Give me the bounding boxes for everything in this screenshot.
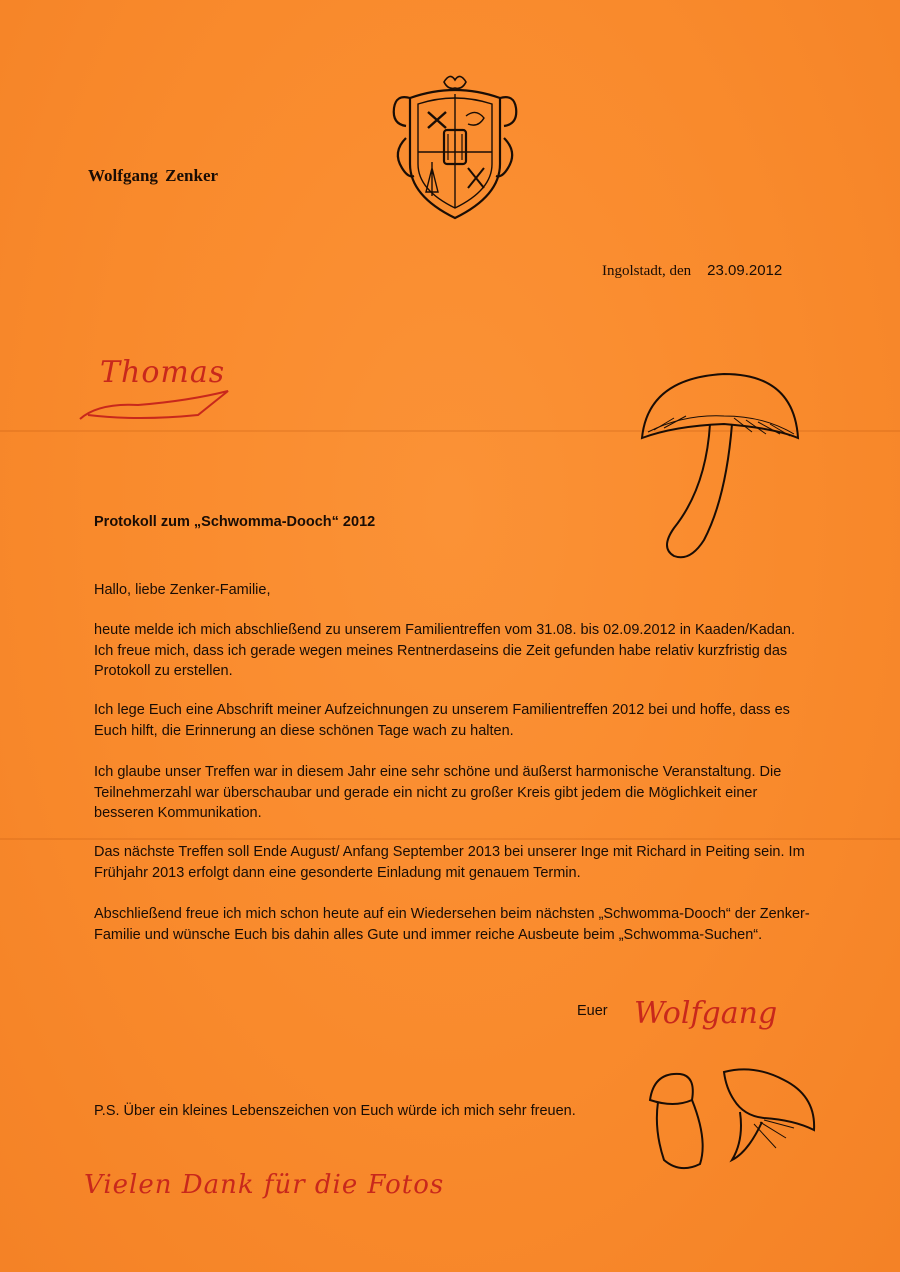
handwritten-note: Vielen Dank für die Fotos (84, 1170, 445, 1200)
signature: Wolfgang (634, 996, 778, 1031)
sender-name: Wolfgang Zenker (88, 166, 219, 185)
date-line (602, 262, 782, 280)
paragraph: Abschließend freue ich mich schon heute auf ein Wiedersehen beim nächsten „Schwomma-Dooch“ der Zenker-Familie und wünsche Euch bis dahin alles Gute und immer reiche Ausbeute beim „Schwomma-Suchen“. (94, 906, 810, 943)
place-label: Ingolstadt, den (602, 263, 692, 279)
letter-date: 23.09.2012 (707, 262, 783, 279)
greeting: Hallo, liebe Zenker-Familie, (94, 582, 271, 598)
paragraph: Ich glaube unser Treffen war in diesem Jahr eine sehr schöne und äußerst harmonische Veranstaltung. Die Teilnehmerzahl war überschaubar und gerade ein nicht zu großer Kreis gibt jedem die Möglichkeit einer besseren Kommunikation. (94, 764, 782, 821)
paragraph: Ich lege Euch eine Abschrift meiner Aufzeichnungen zu unserem Familientreffen 2012 bei und hoffe, dass es Euch hilft, die Erinnerung an diese schönen Tage wach zu halten. (94, 702, 790, 739)
paragraph: Das nächste Treffen soll Ende August/ Anfang September 2013 bei unserer Inge mit Richard in Peiting sein. Im Frühjahr 2013 erfolgt dann eine gesonderte Einladung mit genauem Termin. (94, 844, 805, 881)
underline-flourish (78, 385, 238, 425)
closing: Euer (577, 1003, 608, 1019)
postscript: P.S. Über ein kleines Lebenszeichen von Euch würde ich mich sehr freuen. (94, 1103, 576, 1119)
mushrooms-pair-icon (644, 1060, 824, 1178)
paper-fold (0, 838, 900, 840)
coat-of-arms-icon (388, 68, 522, 226)
handwritten-recipient: Thomas (100, 355, 226, 390)
paragraph: heute melde ich mich abschließend zu unserem Familientreffen vom 31.08. bis 02.09.2012 in Kaaden/Kadan. Ich freue mich, dass ich gerade wegen meines Rentnerdaseins die Zeit gefunden habe relativ kurzfristig das Protokoll zu erstellen. (94, 622, 795, 679)
letter-subject: Protokoll zum „Schwomma-Dooch“ 2012 (94, 514, 376, 530)
mushroom-icon (634, 368, 804, 564)
